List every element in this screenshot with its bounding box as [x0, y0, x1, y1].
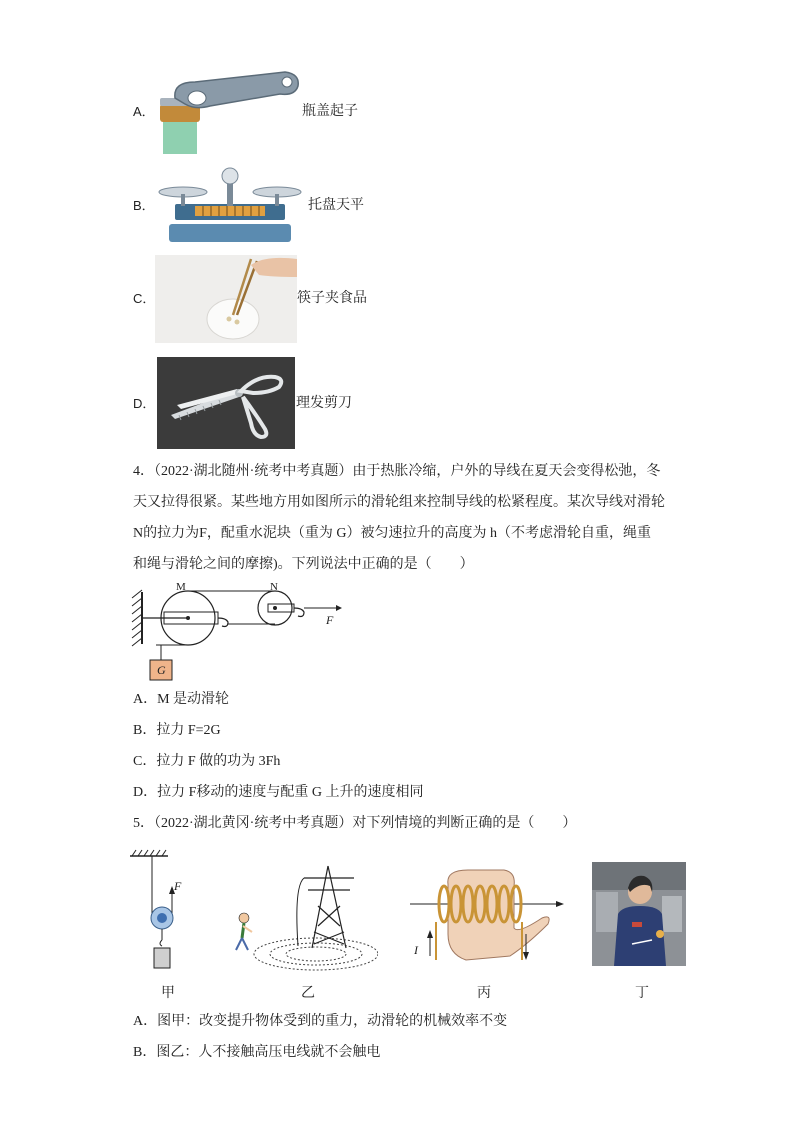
caption-bing: 丙 — [477, 986, 491, 1001]
q4-option-d: D．拉力 F移动的速度与配重 G 上升的速度相同 — [133, 785, 424, 800]
label-i: I — [414, 943, 418, 957]
figure-yi-power-tower — [228, 856, 378, 974]
option-letter: B． — [133, 198, 155, 213]
option-letter: C． — [133, 291, 156, 306]
option-letter: A． — [133, 104, 155, 119]
figure-jia-pulley — [128, 848, 198, 974]
label-g: G — [157, 663, 166, 677]
option-b-label: 托盘天平 — [308, 198, 364, 213]
option-b — [133, 196, 155, 217]
q5-option-a: A．图甲：改变提升物体受到的重力，动滑轮的机械效率不变 — [133, 1014, 508, 1029]
label-n: N — [270, 582, 278, 593]
label-f-jia: F — [174, 879, 182, 893]
q4-option-a: A．M 是动滑轮 — [133, 692, 230, 707]
q4-line-3: N的拉力为F，配重水泥块（重为 G）被匀速拉升的高度为 h（不考虑滑轮自重，绳重 — [133, 526, 652, 541]
q4-line-4: 和绳与滑轮之间的摩擦)。下列说法中正确的是（ ） — [133, 557, 474, 572]
chopsticks-photo — [155, 255, 297, 343]
option-d — [133, 394, 155, 415]
caption-yi: 乙 — [301, 986, 315, 1001]
q5-stem: 5．（2022·湖北黄冈·统考中考真题）对下列情境的判断正确的是（ ） — [133, 816, 577, 831]
figure-ding-astronaut-photo — [592, 862, 686, 966]
option-letter: D． — [133, 396, 156, 411]
caption-ding: 丁 — [635, 986, 649, 1001]
q4-line-1: 4．（2022·湖北随州·统考中考真题）由于热胀冷缩，户外的导线在夏天会变得松弛，冬 — [133, 464, 661, 479]
option-a — [133, 102, 155, 123]
hair-scissors-photo — [157, 357, 295, 449]
figure-bing-right-hand-rule — [408, 864, 566, 974]
option-c — [133, 289, 155, 310]
caption-jia: 甲 — [161, 986, 175, 1001]
pulley-diagram — [128, 582, 348, 682]
label-m: M — [176, 582, 186, 593]
q4-line-2: 天又拉得很紧。某些地方用如图所示的滑轮组来控制导线的松紧程度。某次导线对滑轮 — [133, 495, 665, 510]
option-c-label: 筷子夹食品 — [297, 291, 367, 306]
balance-scale-icon — [155, 166, 305, 244]
bottle-opener-icon — [155, 68, 300, 154]
q4-option-b: B．拉力 F=2G — [133, 723, 221, 738]
q5-option-b: B．图乙：人不接触高压电线就不会触电 — [133, 1045, 381, 1060]
q4-option-c: C．拉力 F 做的功为 3Fh — [133, 754, 281, 769]
label-f: F — [326, 613, 334, 627]
option-a-label: 瓶盖起子 — [302, 104, 358, 119]
option-d-label: 理发剪刀 — [296, 396, 352, 411]
